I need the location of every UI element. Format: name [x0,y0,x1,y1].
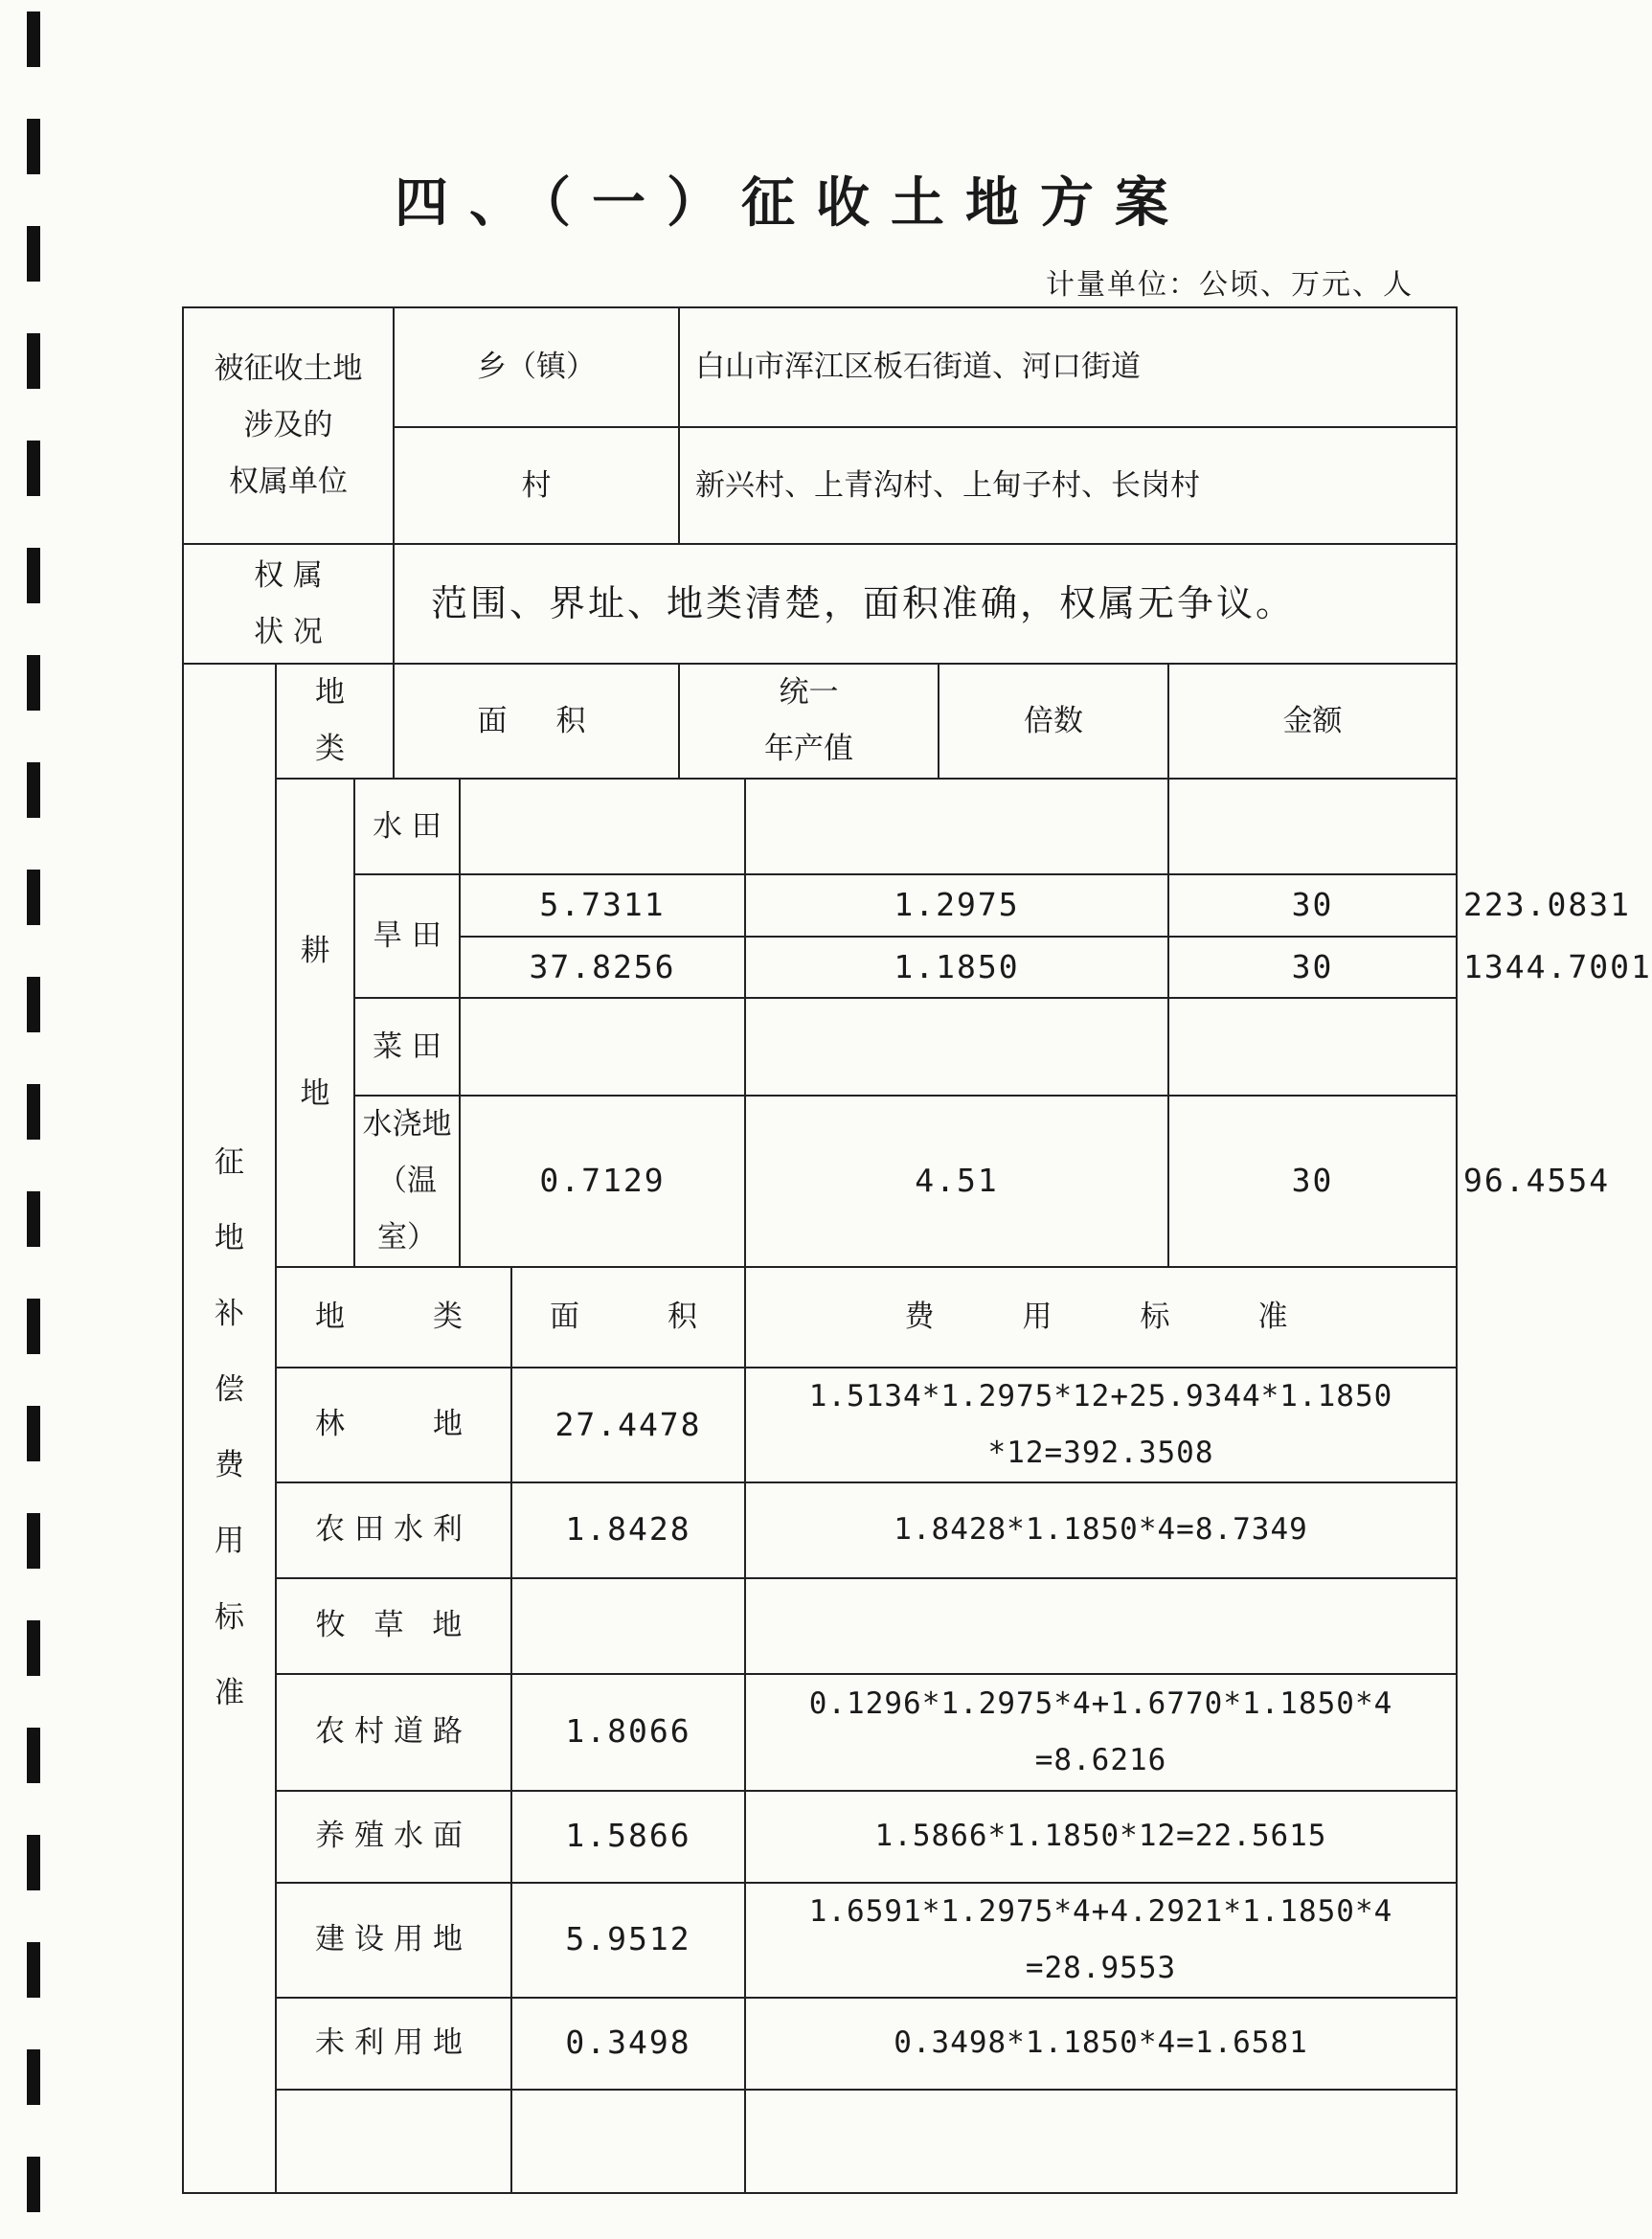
side-label-char: 用 [215,1524,244,1559]
binding-mark [27,11,40,67]
paddy-multiple [1168,779,1457,874]
dry-area: 5.7311 [460,874,745,937]
paddy-value [745,779,1168,874]
fee-formula-line: *12=392.3508 [987,1435,1214,1470]
side-label-char: 补 [215,1297,244,1332]
fee-formula-line: =8.6216 [1034,1742,1167,1777]
paddy-area [460,779,745,874]
township-label: 乡（镇） [394,307,679,427]
fee-standard [745,1368,1457,1482]
farmland-label-char: 地 [300,1076,330,1112]
vegetable-value [745,998,1168,1096]
land-type: 养殖水面 [276,1791,511,1883]
dry-value: 1.2975 [745,874,1168,937]
vegetable-multiple [1168,998,1457,1096]
header2-land-type: 地 类 [276,1267,511,1368]
binding-mark [27,1620,40,1676]
land-area [511,1578,745,1674]
ownership-label-line: 被征收土地 [214,351,363,387]
land-type: 农田水利 [276,1482,511,1578]
fee-formula-line: 1.6591*1.2975*4+4.2921*1.1850*4 [808,1893,1393,1929]
binding-mark [27,762,40,818]
land-area: 5.9512 [511,1883,745,1998]
irrigated-label-line: （温室） [377,1164,437,1255]
binding-mark [27,1513,40,1569]
side-label-char: 偿 [215,1372,244,1408]
village-label: 村 [394,427,679,544]
binding-mark [27,1084,40,1140]
header-unified-line: 统一 [779,675,839,711]
header-amount: 金额 [1168,664,1457,779]
binding-mark [27,2049,40,2105]
land-area: 1.5866 [511,1791,745,1883]
irrigated-label [354,1096,460,1267]
binding-mark [27,1728,40,1783]
ownership-label-line: 权属单位 [229,464,348,499]
binding-mark [27,655,40,711]
land-type: 农村道路 [276,1674,511,1791]
irrigated-area: 0.7129 [460,1096,745,1267]
header-area: 面 积 [394,664,679,779]
header2-standard: 费 用 标 准 [745,1267,1457,1368]
status-label-line: 权 属 [254,557,323,593]
ownership-label-line: 涉及的 [243,408,333,443]
status-label-cell [183,544,394,664]
ownership-label-cell [183,307,394,544]
binding-mark [27,870,40,925]
status-label-line: 状 况 [254,614,323,649]
farmland-label [276,779,354,1267]
side-label-char: 费 [215,1448,244,1483]
irrigated-label-line: 水浇地 [362,1107,452,1142]
dry-multiple: 30 [1168,937,1457,999]
township-value: 白山市浑江区板石街道、河口街道 [679,307,1457,427]
header2-area: 面 积 [511,1267,745,1368]
status-value: 范围、界址、地类清楚，面积准确，权属无争议。 [394,544,1457,664]
binding-mark [27,1942,40,1998]
compensation-side-label [183,664,276,2193]
land-type: 未利用地 [276,1998,511,2090]
land-type: 林 地 [276,1368,511,1482]
side-label-char: 地 [215,1221,244,1256]
irrigated-value: 4.51 [745,1096,1168,1267]
fee-formula-line: 0.1296*1.2975*4+1.6770*1.1850*4 [808,1685,1393,1721]
fee-standard [745,1883,1457,1998]
fee-standard: 0.3498*1.1850*4=1.6581 [745,1998,1457,2090]
binding-mark [27,333,40,389]
land-area: 1.8428 [511,1482,745,1578]
empty-cell [511,2090,745,2193]
paddy-label: 水 田 [354,779,460,874]
land-type: 牧 草 地 [276,1578,511,1674]
binding-mark [27,548,40,603]
side-label-char: 征 [215,1145,244,1181]
dry-multiple: 30 [1168,874,1457,937]
farmland-label-char: 耕 [300,933,330,968]
vegetable-area [460,998,745,1096]
land-area: 27.4478 [511,1368,745,1482]
dry-area: 37.8256 [460,937,745,999]
binding-mark [27,1406,40,1461]
page-title: 四、（一）征收土地方案 [395,172,1189,235]
vegetable-label: 菜 田 [354,998,460,1096]
binding-mark [27,977,40,1032]
irrigated-multiple: 30 [1168,1096,1457,1267]
side-label-char: 标 [215,1599,244,1635]
binding-marks [27,0,46,2239]
binding-mark [27,1191,40,1247]
dry-value: 1.1850 [745,937,1168,999]
side-label-char: 准 [215,1675,244,1710]
dry-label: 旱 田 [354,874,460,998]
fee-standard [745,1674,1457,1791]
binding-mark [27,2157,40,2212]
land-area: 0.3498 [511,1998,745,2090]
empty-cell [745,2090,1457,2193]
land-acquisition-table: 被征收土地 涉及的 权属单位 乡（镇） 白山市浑江区板石街道、河口街道 村 新兴村、上青沟村、上甸子村、长岗村 权 属 状 况 范围、界址、地类清楚，面积准确，权属无争议。 征 地 补 偿 费 用 标 准 地 类 面 积 统一 年产值 倍数 金额 耕 地 水 田 旱 田 5.7311 1.2975 30 223.0831 37.8256 1.1850 30 1344.7001 菜 田 水浇地 （温室） 0.7129 4.51 30 96.4554 地 类 面 积 费 用 标 准 林 地 27.4478 1.5134*1.2975*12+25.9344*1.1850 *12=392.3508 农田水利 1.8428 1.8428*1.1850*4=8.7349 牧 草 地 农村道路 1.8066 0.1296*1.2975*4+1.6770*1.1850*4 =8.6216 养殖水面 1.5866 1.5866*1.1850*12=22.5615 建设用地 5.9512 1.6591*1.2975*4+4.2921*1.1850*4 =28.9553 未利用地 0.3498 0.3498*1.1850*4=1.6581 [182,306,1458,2194]
header-land-type: 地 类 [276,664,394,779]
empty-cell [276,2090,511,2193]
fee-formula-line: =28.9553 [1025,1950,1177,1985]
fee-standard [745,1578,1457,1674]
fee-standard: 1.5866*1.1850*12=22.5615 [745,1791,1457,1883]
binding-mark [27,1299,40,1354]
fee-standard: 1.8428*1.1850*4=8.7349 [745,1482,1457,1578]
header-unified-line: 年产值 [764,732,854,766]
land-type: 建设用地 [276,1883,511,1998]
header-multiple: 倍数 [939,664,1168,779]
binding-mark [27,441,40,496]
header-unified-value [679,664,939,779]
land-area: 1.8066 [511,1674,745,1791]
unit-note: 计量单位：公顷、万元、人 [1046,268,1414,302]
village-value: 新兴村、上青沟村、上甸子村、长岗村 [679,427,1457,544]
binding-mark [27,1835,40,1890]
fee-formula-line: 1.5134*1.2975*12+25.9344*1.1850 [808,1379,1393,1414]
